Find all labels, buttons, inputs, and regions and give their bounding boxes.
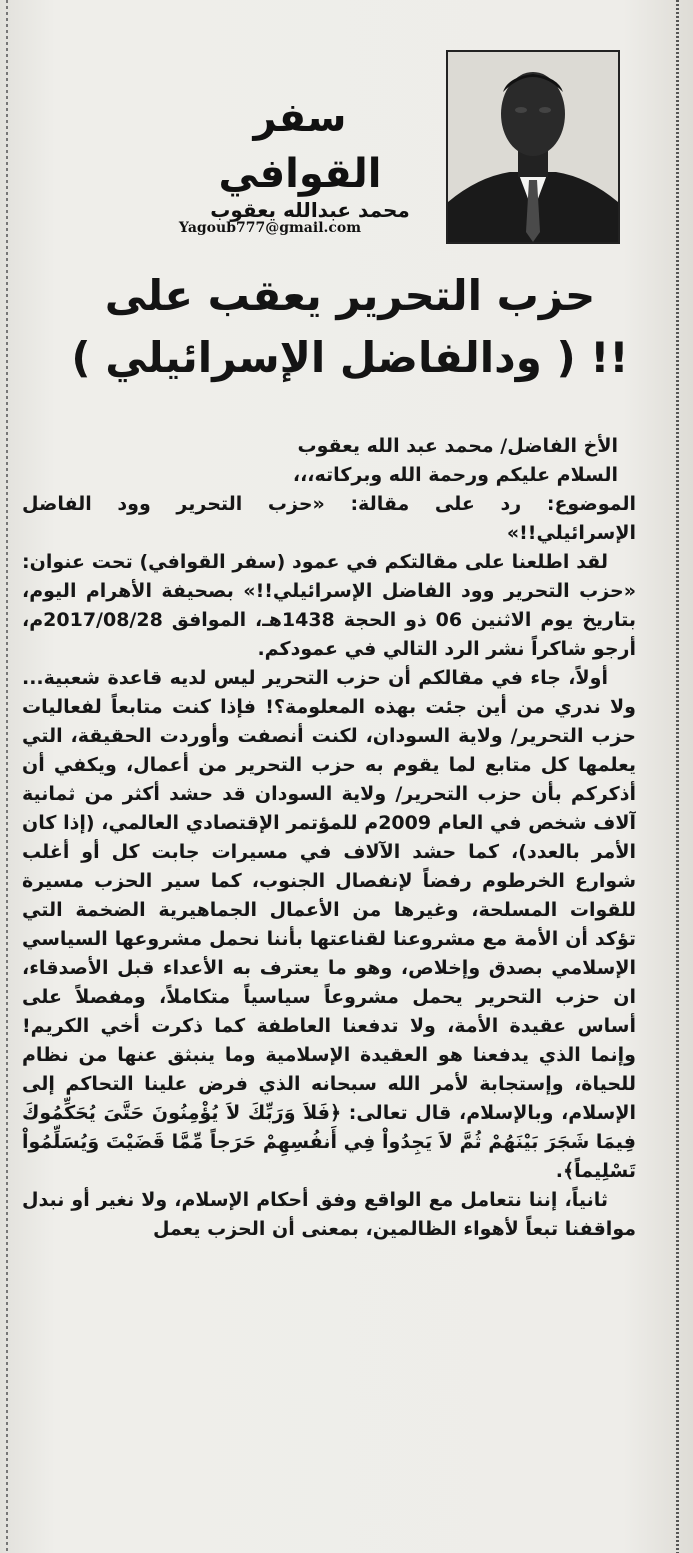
- letter-salutation: الأخ الفاضل/ محمد عبد الله يعقوب: [297, 435, 618, 457]
- column-name: سفر القوافي: [218, 95, 382, 197]
- letter-subject: الموضوع: رد على مقالة: «حزب التحرير وود الفاضل الإسرائيلي!!»: [22, 493, 636, 544]
- article-paragraph: ثانياً، إننا نتعامل مع الواقع وفق أحكام الإسلام، ولا نغير أو نبدل مواقفنا تبعاً لأهواء الظالمين، بمعنى أن الحزب يعمل: [22, 1189, 636, 1240]
- column-divider-left: [6, 0, 8, 1553]
- column-header: [40, 40, 640, 270]
- author-portrait-icon: [448, 52, 618, 242]
- article-paragraph: لقد اطلعنا على مقالتكم في عمود (سفر القوافي) تحت عنوان: «حزب التحرير وود الفاضل الإسرائيلي!!» بصحيفة الأهرام اليوم، بتاريخ يوم الاثنين 06 ذو الحجة 1438هـ، الموافق 2017/08/28م، أرجو شاكراً نشر الرد التالي في عمودكم.: [22, 551, 636, 660]
- author-photo: [446, 50, 620, 244]
- article-headline: [60, 265, 640, 389]
- headline-line-2: ( ودالفاضل الإسرائيلي ) !!: [71, 333, 629, 382]
- article-body: [22, 432, 636, 1553]
- column-divider-right: [676, 0, 679, 1553]
- author-email: Yagoub777@gmail.com: [178, 220, 362, 236]
- article-paragraph: أولاً، جاء في مقالكم أن حزب التحرير ليس لديه قاعدة شعبية... ولا ندري من أين جئت بهذه المعلومة؟! فإذا كنت متابعاً لفعاليات حزب التحرير/ ولاية السودان، لكنت أنصفت وأوردت الحقيقة، التي يعلمها كل متابع لما يقوم به حزب التحرير من أعمال، ويكفي أن أذكركم بأن حزب التحرير/ ولاية السودان قد حشد أكثر من ثمانية آلاف شخص في العام 2009م للمؤتمر الإقتصادي العالمي، (إذا كان الأمر بالعدد)، كما حشد الآلاف في مسيرات جابت كل أو أغلب شوارع الخرطوم رفضاً لإنفصال الجنوب، كما سير الحزب مسيرة للقوات المسلحة، وغيرها من الأعمال الجماهيرية الضخمة التي تؤكد أن الأمة مع مشروعنا لقناعتها بأننا نحمل مشروعها السياسي الإسلامي بصدق وإخلاص، وهو ما يعترف به الأعداء قبل الأصدقاء، ان حزب التحرير يحمل مشروعاً سياسياً متكاملاً، ومفصلاً على أساس عقيدة الأمة، ولا تدفعنا العاطفة كما ذكرت أخي الكريم! وإنما الذي يدفعنا هو العقيدة الإسلامية وما ينبثق عنها من نظام للحياة، وإستجابة لأمر الله سبحانه الذي فرض علينا التحاكم إلى الإسلام، وبالإسلام، قال تعالى: ﴿فَلاَ وَرَبِّكَ لاَ يُؤْمِنُونَ حَتَّىَ يُحَكِّمُوكَ فِيمَا شَجَرَ بَيْنَهُمْ ثُمَّ لاَ يَجِدُواْ فِي أَنفُسِهِمْ حَرَجاً مِّمَّا قَضَيْتَ وَيُسَلِّمُواْ تَسْلِيماً﴾.: [22, 667, 636, 1182]
- author-name: محمد عبدالله يعقوب: [210, 198, 410, 222]
- letter-greeting: السلام عليكم ورحمة الله وبركاته،،،: [292, 464, 618, 486]
- headline-line-1: حزب التحرير يعقب على: [104, 271, 596, 320]
